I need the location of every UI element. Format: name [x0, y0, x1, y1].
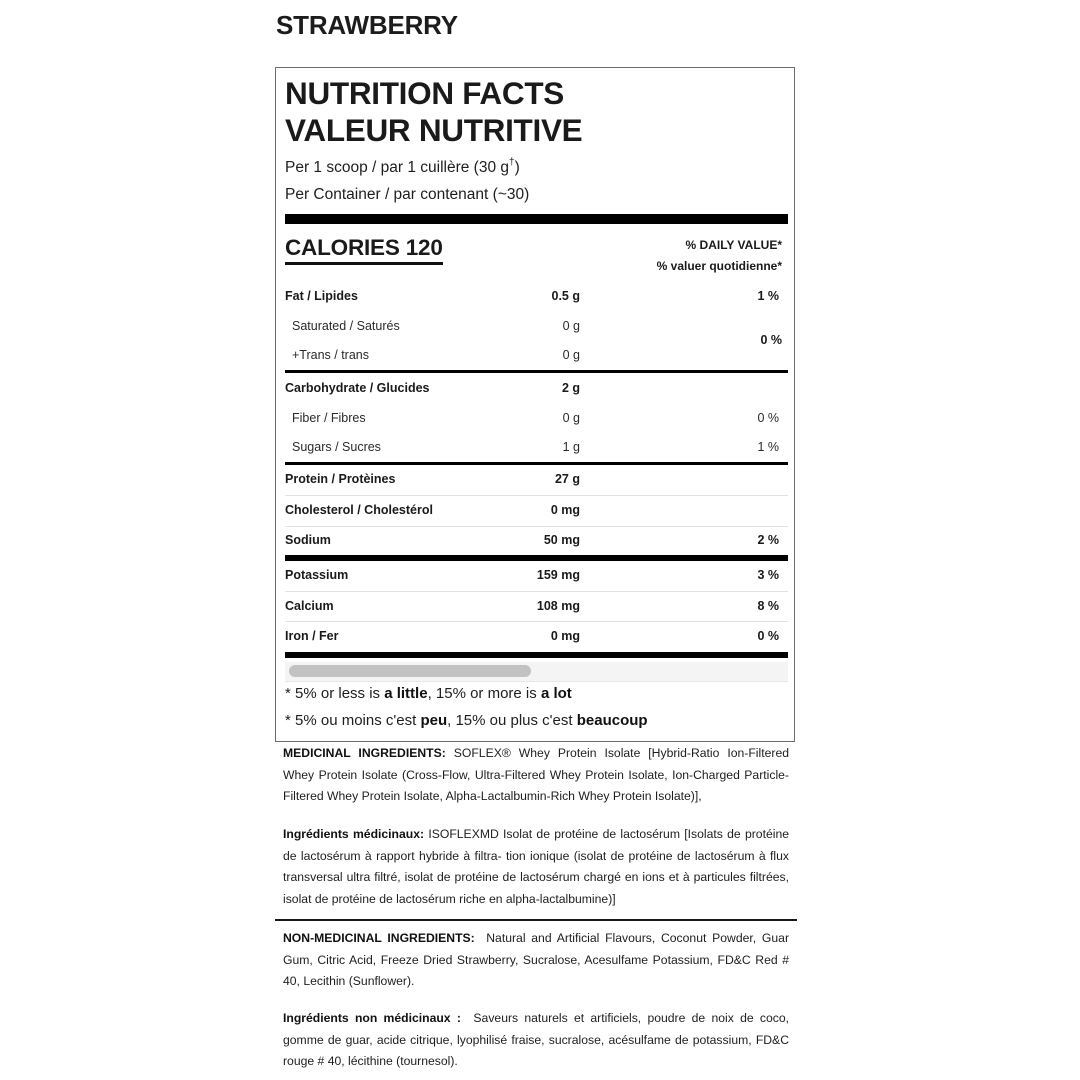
serving-size: Per 1 scoop / par 1 cuillère (30 g†) — [285, 157, 520, 177]
horizontal-scrollbar[interactable] — [285, 662, 788, 682]
nutrient-row-cholesterol: Cholesterol / Cholestérol 0 mg — [285, 503, 580, 517]
section-divider — [285, 462, 788, 465]
row-divider — [285, 526, 788, 527]
nutrient-row-saturated: Saturated / Saturés 0 g — [292, 319, 580, 333]
footnote-french: * 5% ou moins c'est peu, 15% ou plus c'est beaucoup — [285, 712, 648, 729]
section-divider — [285, 370, 788, 373]
nutrition-facts-panel — [275, 67, 795, 742]
medicinal-ingredients-fr: Ingrédients médicinaux: ISOFLEXMD Isolat de protéine de lactosérum [Isolats de protéine de lactosérum à rapport hybride à filtra- tion ionique (isolat de protéine de lactosérum à flux transversal ultra filtré, isolat de protéine de lactosérum chargé en ions et à particules filtrées, isolat de protéine de lactosérum riche en alpha-lactalbumine)] — [283, 827, 789, 906]
nutrient-row-sodium: Sodium 50 mg 2 % — [285, 533, 779, 547]
non-medicinal-ingredients-en: NON-MEDICINAL INGREDIENTS: Natural and Artificial Flavours, Coconut Powder, Guar Gum, Citric Acid, Freeze Dried Strawberry, Sucralose, Acesulfame Potassium, FD&C Red # 40, Lecithin (Sunflower). — [283, 931, 793, 989]
nutrient-row-sugars: Sugars / Sucres 1 g 1 % — [292, 440, 779, 454]
nutrient-row-carbohydrate: Carbohydrate / Glucides 2 g — [285, 381, 580, 395]
row-divider — [285, 621, 788, 622]
calories-underline — [285, 262, 443, 265]
medicinal-ingredients-en: MEDICINAL INGREDIENTS: SOFLEX® Whey Protein Isolate [Hybrid-Ratio Ion-Filtered Whey Protein Isolate (Cross-Flow, Ultra-Filtered Whey Protein Isolate, Ion-Charged Particle-Filtered Whey Protein Isolate, Alpha-Lactalbumin-Rich Whey Protein Isolate)], — [283, 746, 790, 804]
title-french: VALEUR NUTRITIVE — [285, 112, 583, 148]
nutrient-row-fat: Fat / Lipides 0.5 g 1 % — [285, 289, 779, 303]
ingredients-divider — [275, 919, 797, 921]
flavor-title: STRAWBERRY — [276, 10, 458, 40]
footnote-english: * 5% or less is a little, 15% or more is a lot — [285, 685, 572, 702]
thick-divider — [285, 652, 788, 658]
nutrient-row-iron: Iron / Fer 0 mg 0 % — [285, 629, 779, 643]
nutrient-row-potassium: Potassium 159 mg 3 % — [285, 568, 779, 582]
nutrient-row-trans: +Trans / trans 0 g — [292, 348, 580, 362]
saturated-trans-percent: 0 % — [760, 333, 782, 347]
nutrient-row-protein: Protein / Protèines 27 g — [285, 472, 580, 486]
row-divider — [285, 495, 788, 496]
nutrient-row-fiber: Fiber / Fibres 0 g 0 % — [292, 411, 779, 425]
thick-divider — [285, 214, 788, 224]
calories-label: CALORIES 120 — [285, 235, 443, 260]
non-medicinal-ingredients-fr: Ingrédients non médicinaux : Saveurs naturels et artificiels, poudre de noix de coco, gomme de guar, acide citrique, lyophilisé fraise, sucralose, acésulfame de potassium, FD&C rouge # 40, lécithine (tournesol). — [283, 1011, 793, 1069]
daily-value-header-fr: % valuer quotidienne* — [656, 259, 782, 273]
row-divider — [285, 591, 788, 592]
thick-divider — [285, 555, 788, 561]
servings-per-container: Per Container / par contenant (~30) — [285, 186, 530, 203]
title-english: NUTRITION FACTS — [285, 75, 564, 111]
nutrient-row-calcium: Calcium 108 mg 8 % — [285, 599, 779, 613]
daily-value-header-en: % DAILY VALUE* — [685, 238, 782, 252]
scrollbar-thumb[interactable] — [289, 665, 531, 677]
dagger-mark: † — [509, 157, 515, 168]
